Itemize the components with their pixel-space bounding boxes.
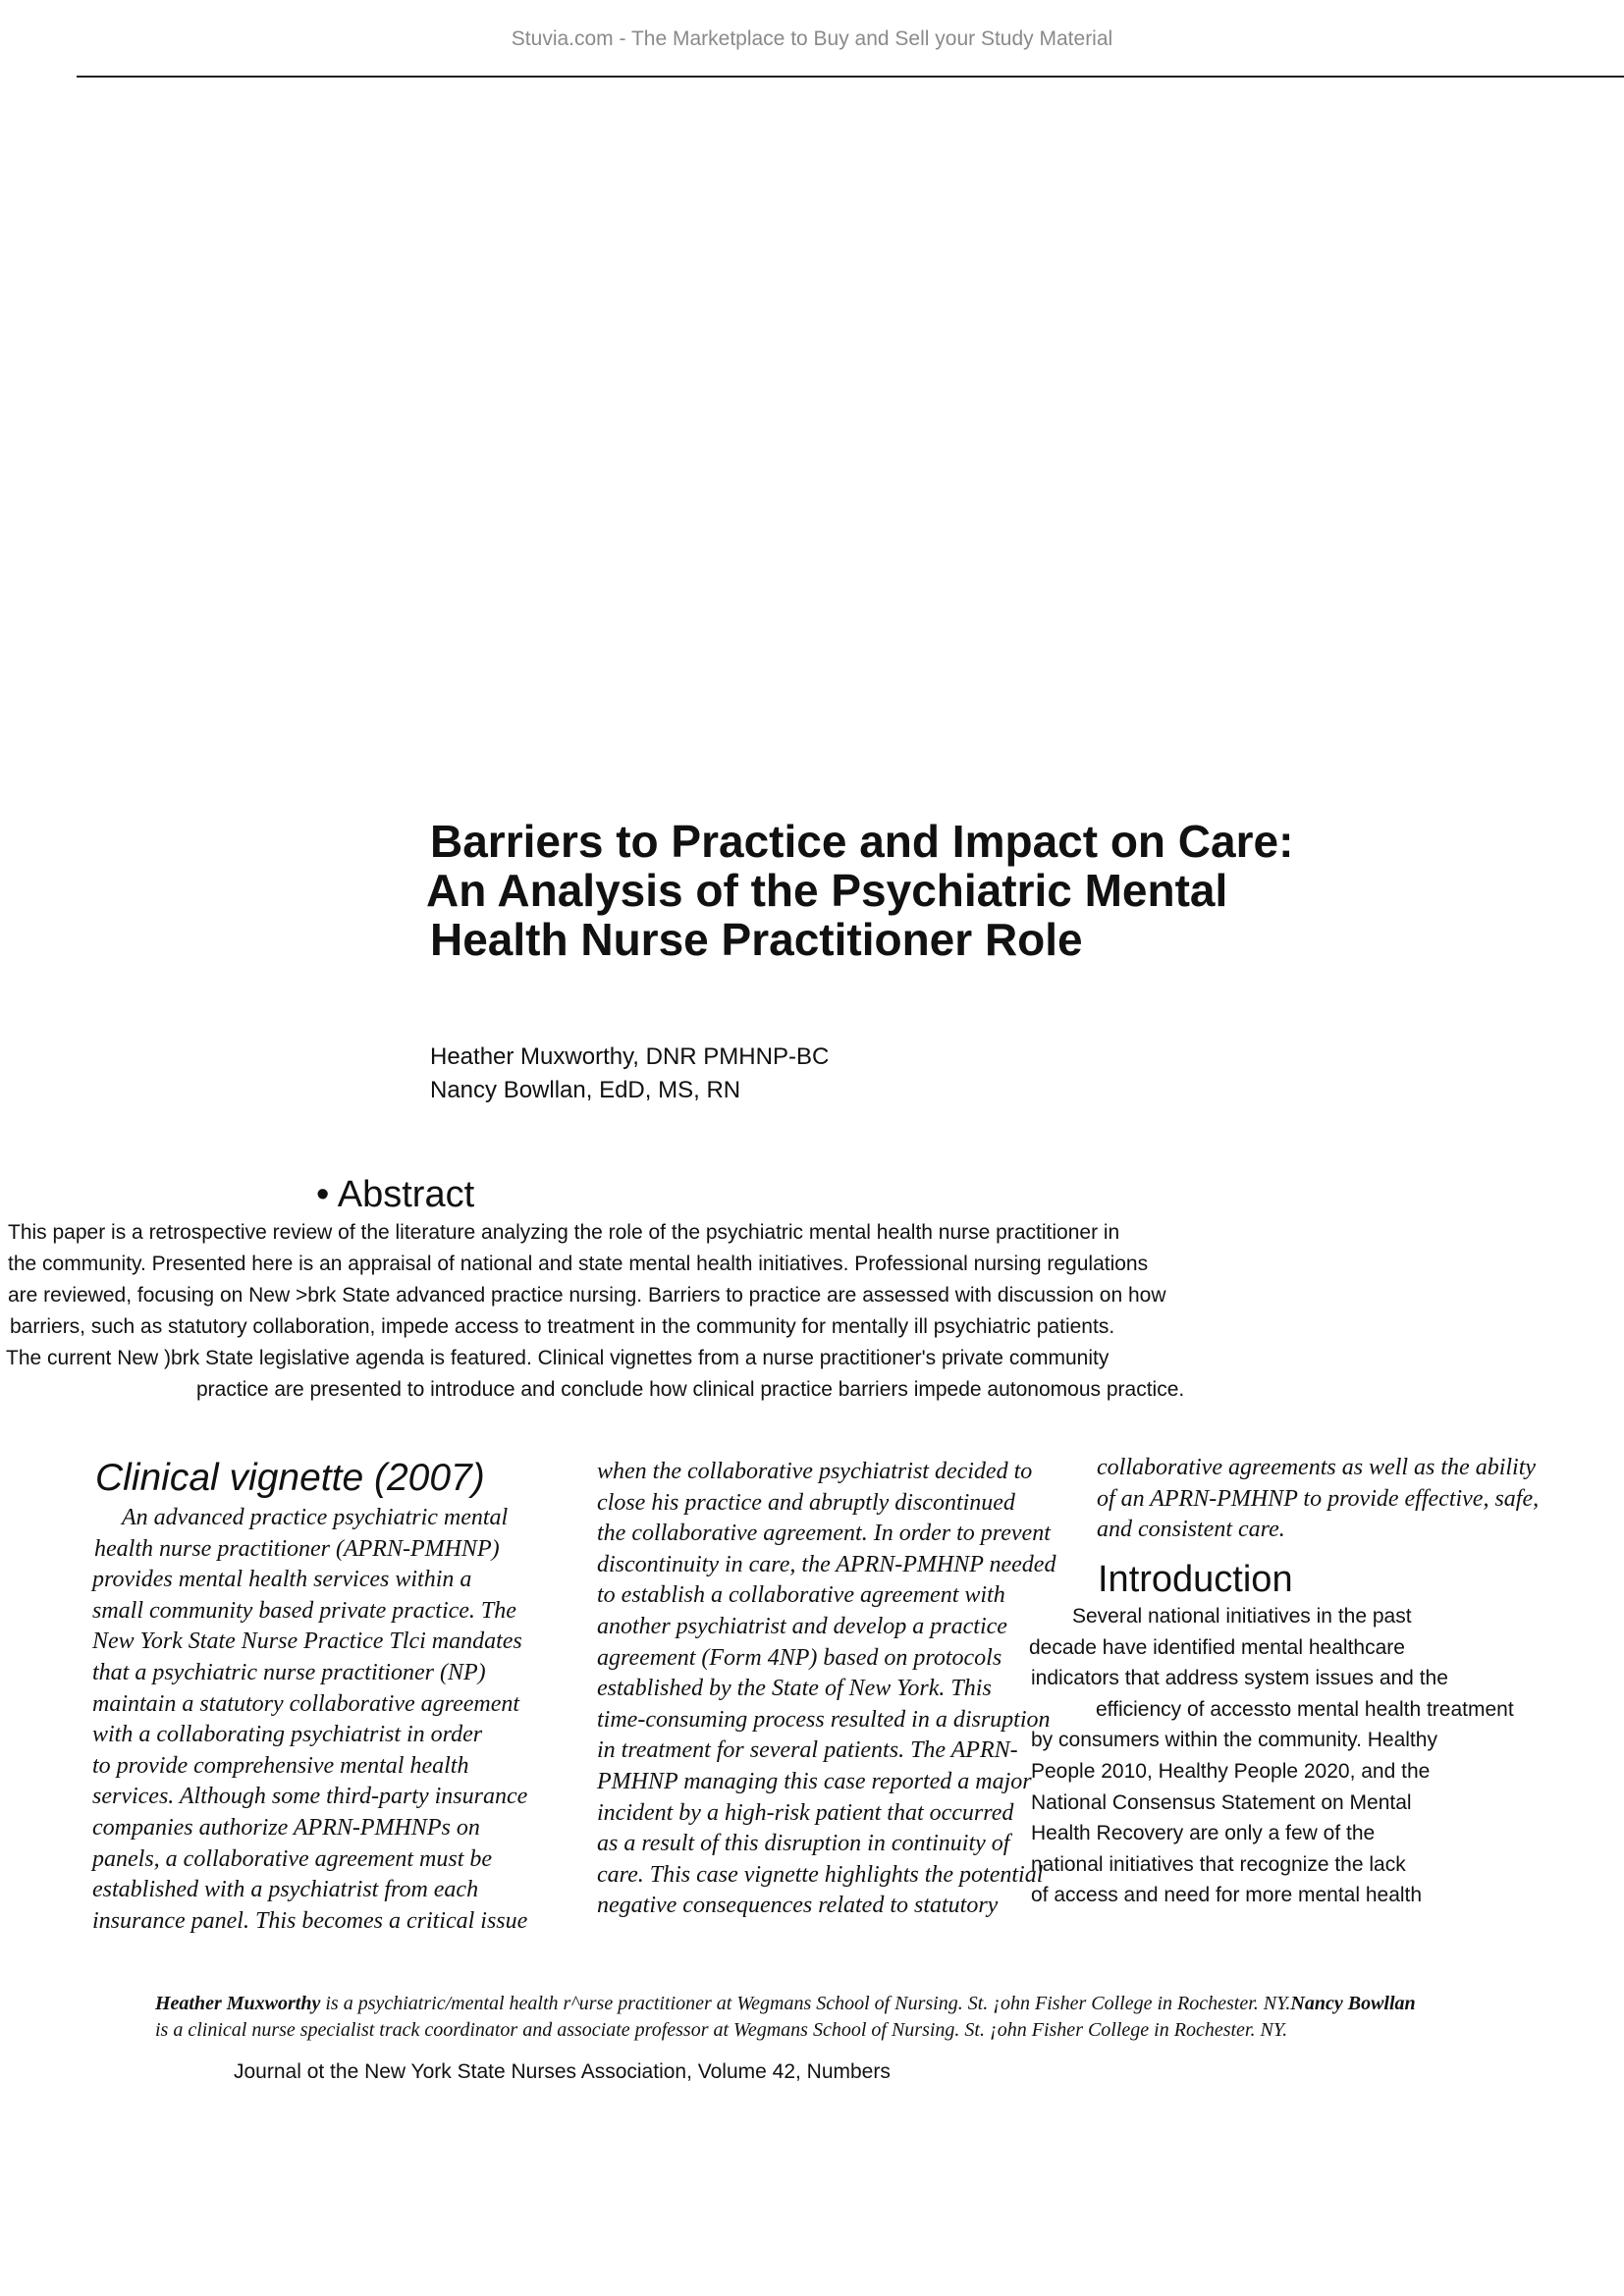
body-line: An advanced practice psychiatric mental: [122, 1505, 509, 1530]
body-line: efficiency of accessto mental health treatment: [1096, 1697, 1514, 1721]
body-line: Several national initiatives in the past: [1072, 1605, 1412, 1628]
body-line: agreement (Form 4NP) based on protocols: [597, 1644, 1002, 1671]
author-footnote: [155, 1991, 1416, 2044]
body-line: collaborative agreements as well as the ability: [1097, 1455, 1537, 1480]
journal-citation: Journal ot the New York State Nurses Association, Volume 42, Numbers: [234, 2060, 891, 2083]
site-banner: Stuvia.com - The Marketplace to Buy and Sell your Study Material: [511, 27, 1113, 50]
body-line: of access and need for more mental health: [1031, 1884, 1423, 1907]
body-line: the collaborative agreement. In order to prevent: [597, 1521, 1051, 1547]
author-2: Nancy Bowllan, EdD, MS, RN: [430, 1077, 741, 1103]
vignette-heading: Clinical vignette (2007): [95, 1457, 485, 1499]
title-line-3: Health Nurse Practitioner Role: [430, 914, 1083, 965]
footnote-line-2: is a clinical nurse specialist track coordinator and associate professor at Wegmans School of Nursing. St. ¡ohn Fisher College in Rochester. NY.: [155, 2019, 1288, 2041]
body-line: in treatment for several patients. The APRN-: [597, 1737, 1018, 1764]
footnote-author-1-bio: is a psychiatric/mental health r^urse practitioner at Wegmans School of Nursing. St. ¡ohn Fisher College in Rochester. NY.: [320, 1993, 1291, 2014]
body-line: to provide comprehensive mental health: [92, 1752, 469, 1779]
abstract-line: practice are presented to introduce and conclude how clinical practice barriers impede autonomous practice.: [196, 1378, 1185, 1401]
body-line: another psychiatrist and develop a practice: [597, 1614, 1007, 1639]
body-line: health nurse practitioner (APRN-PMHNP): [94, 1535, 500, 1562]
title-line-1: Barriers to Practice and Impact on Care:: [430, 816, 1294, 867]
body-line: to establish a collaborative agreement with: [597, 1582, 1005, 1609]
author-list: [430, 1041, 829, 1107]
body-line: as a result of this disruption in continuity of: [597, 1831, 1010, 1857]
body-line: provides mental health services within a: [92, 1567, 472, 1593]
footnote-line-1: [155, 1991, 1416, 2017]
body-line: national initiatives that recognize the lack: [1031, 1852, 1406, 1876]
body-line: National Consensus Statement on Mental: [1031, 1790, 1412, 1814]
body-line: by consumers within the community. Healthy: [1031, 1729, 1437, 1752]
body-line: incident by a high-risk patient that occurred: [597, 1799, 1014, 1826]
abstract-line: the community. Presented here is an appraisal of national and state mental health initiatives. Professional nursing regulations: [8, 1253, 1149, 1275]
title-line-2: An Analysis of the Psychiatric Mental: [426, 865, 1228, 916]
body-line: decade have identified mental healthcare: [1029, 1635, 1405, 1659]
author-1: Heather Muxworthy, DNR PMHNP-BC: [430, 1043, 830, 1070]
footnote-author-2: Nancy Bowllan: [1290, 1993, 1416, 2014]
body-line: indicators that address system issues and the: [1031, 1667, 1448, 1690]
body-line: time-consuming process resulted in a disruption: [597, 1706, 1051, 1733]
abstract-heading: • Abstract: [316, 1174, 475, 1215]
body-line: that a psychiatric nurse practitioner (NP): [92, 1660, 486, 1685]
introduction-heading: Introduction: [1098, 1559, 1293, 1600]
body-line: PMHNP managing this case reported a major: [597, 1769, 1032, 1794]
body-line: panels, a collaborative agreement must be: [92, 1845, 493, 1872]
body-line: of an APRN-PMHNP to provide effective, safe,: [1097, 1485, 1540, 1512]
body-line: maintain a statutory collaborative agreement: [92, 1690, 520, 1717]
abstract-line: barriers, such as statutory collaboration, impede access to treatment in the community for mentally ill psychiatric patients.: [10, 1315, 1115, 1338]
body-line: companies authorize APRN-PMHNPs on: [92, 1815, 480, 1841]
header-divider: [77, 76, 1624, 78]
body-line: negative consequences related to statutory: [597, 1893, 999, 1919]
body-line: discontinuity in care, the APRN-PMHNP needed: [597, 1551, 1056, 1577]
body-line: services. Although some third-party insurance: [92, 1784, 528, 1810]
article-title: [426, 816, 1412, 965]
body-line: when the collaborative psychiatrist decided to: [597, 1459, 1033, 1484]
abstract-line: are reviewed, focusing on New >brk State advanced practice nursing. Barriers to practice are assessed with discussion on how: [8, 1284, 1166, 1307]
abstract-line: This paper is a retrospective review of the literature analyzing the role of the psychiatric mental health nurse practitioner in: [8, 1221, 1120, 1244]
body-line: Health Recovery are only a few of the: [1031, 1822, 1376, 1845]
body-line: insurance panel. This becomes a critical issue: [92, 1907, 528, 1934]
body-line: small community based private practice. The: [92, 1597, 516, 1624]
body-line: care. This case vignette highlights the potential: [597, 1861, 1044, 1888]
body-line: and consistent care.: [1097, 1517, 1285, 1543]
body-line: New York State Nurse Practice Tlci mandates: [92, 1629, 522, 1655]
body-line: close his practice and abruptly discontinued: [597, 1489, 1015, 1516]
body-line: established with a psychiatrist from each: [92, 1877, 479, 1903]
body-line: People 2010, Healthy People 2020, and the: [1031, 1760, 1431, 1783]
abstract-line: The current New )brk State legislative agenda is featured. Clinical vignettes from a nurse practitioner's private community: [6, 1347, 1110, 1369]
body-line: with a collaborating psychiatrist in order: [92, 1722, 483, 1748]
body-line: established by the State of New York. This: [597, 1676, 992, 1702]
footnote-author-1: Heather Muxworthy: [155, 1993, 321, 2014]
